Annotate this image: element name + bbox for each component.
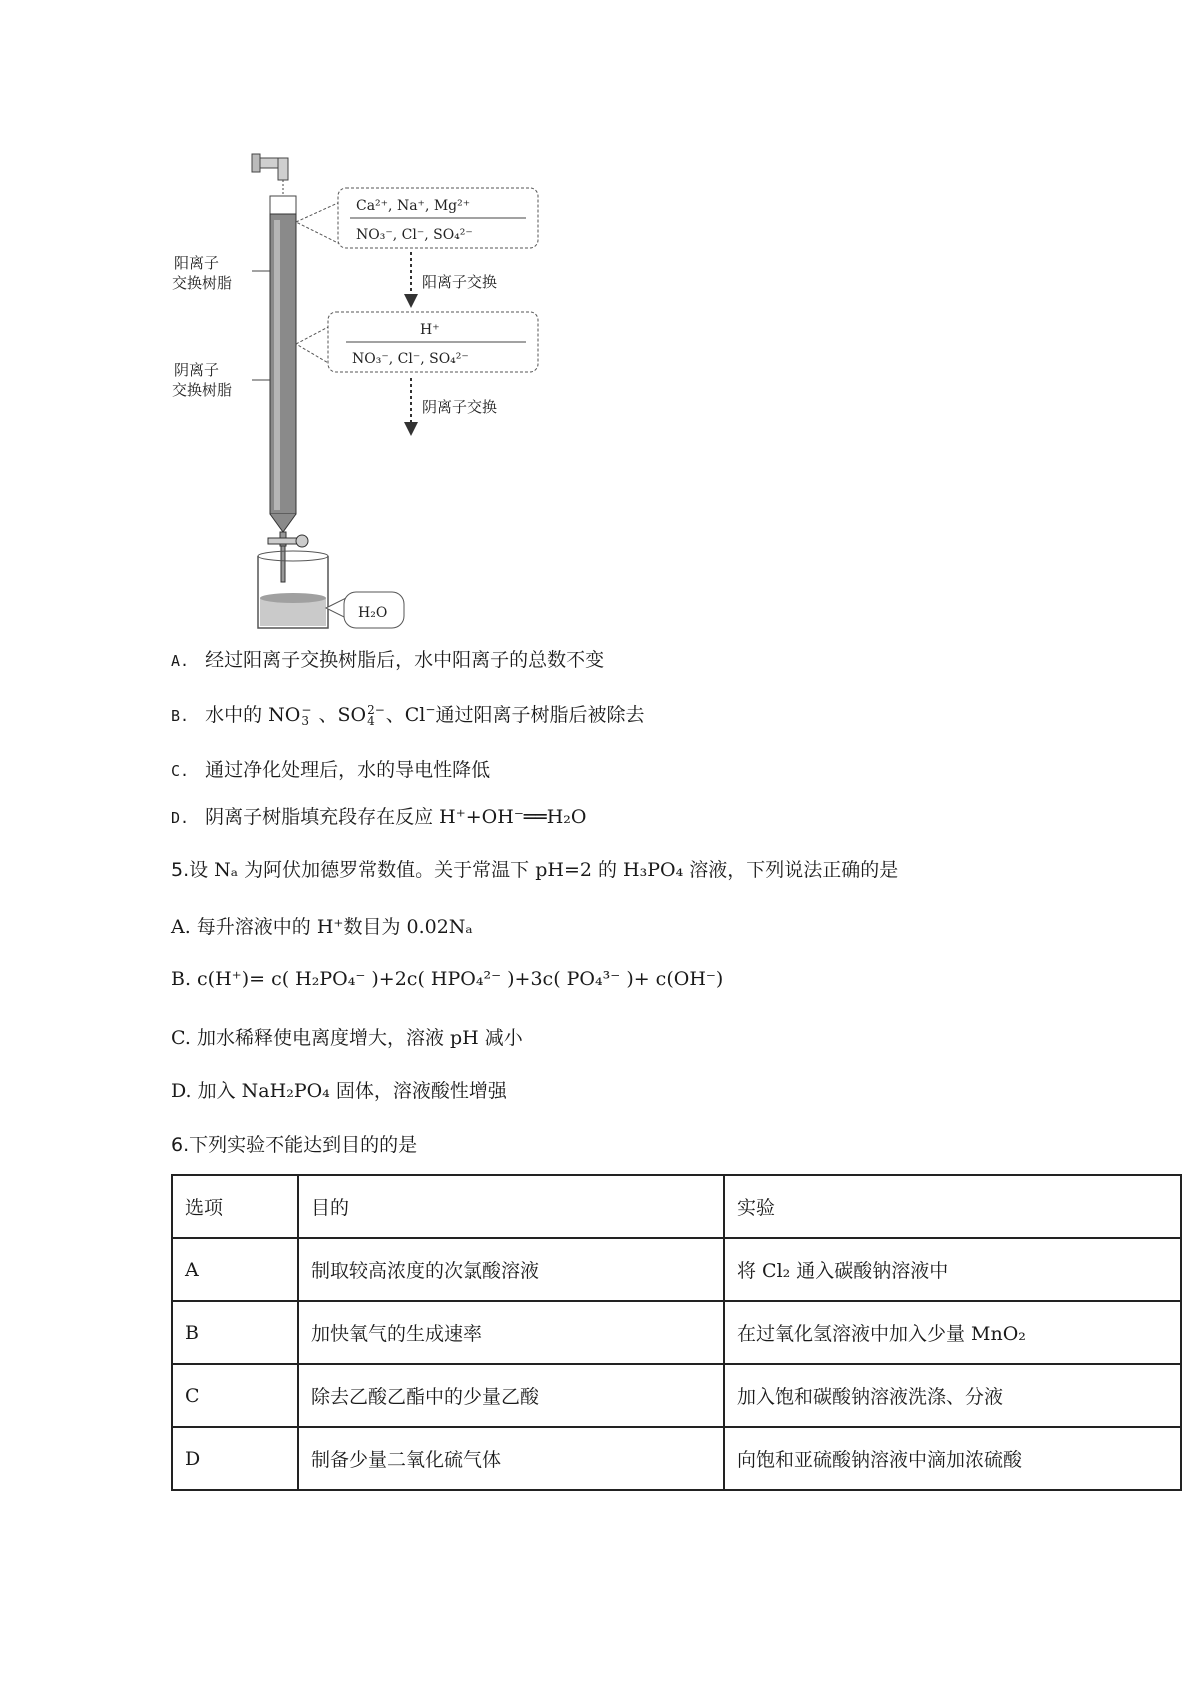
box2-cation: H⁺ [420, 322, 440, 338]
q5-stem: 5.设 Nₐ 为阿伏加德罗常数值。关于常温下 pH=2 的 H₃PO₄ 溶液，下列说法正确的是 [171, 859, 899, 881]
ion-exchange-figure [170, 140, 570, 630]
table-header-cell: 实验 [724, 1175, 1181, 1238]
q4-option-d: D. 阴离子树脂填充段存在反应 H⁺+OH⁻══H₂O [171, 806, 587, 828]
table-cell: 制备少量二氧化硫气体 [298, 1427, 724, 1490]
q5-option-d: D. 加入 NaH₂PO₄ 固体，溶液酸性增强 [171, 1080, 507, 1102]
q4-option-b: B. 水中的 NO − 3 、SO 2− 4 、Cl−通过阳离子树脂后被除去 [171, 702, 645, 728]
cation-exchange-label: 阳离子交换 [422, 273, 498, 291]
q5-option-a: A. 每升溶液中的 H⁺数目为 0.02Nₐ [171, 916, 473, 938]
stopcock-icon [268, 538, 298, 544]
table-row [172, 1301, 1181, 1364]
table-cell: 在过氧化氢溶液中加入少量 MnO₂ [724, 1301, 1181, 1364]
h2o-label: H₂O [358, 605, 388, 621]
table-cell: A [172, 1238, 298, 1301]
table-cell: 除去乙酸乙酯中的少量乙酸 [298, 1364, 724, 1427]
box1-anions: NO₃⁻, Cl⁻, SO₄²⁻ [356, 227, 473, 243]
table-row [172, 1238, 1181, 1301]
arrow-down-icon-2 [404, 422, 418, 436]
table-cell: 向饱和亚硫酸钠溶液中滴加浓硫酸 [724, 1427, 1181, 1490]
table-header-row [172, 1175, 1181, 1238]
q4-option-a: A. 经过阳离子交换树脂后，水中阳离子的总数不变 [171, 649, 605, 671]
q4-option-c: C. 通过净化处理后，水的导电性降低 [171, 759, 491, 781]
table-cell: 制取较高浓度的次氯酸溶液 [298, 1238, 724, 1301]
q6-stem: 6.下列实验不能达到目的的是 [171, 1134, 418, 1156]
q5-option-c: C. 加水稀释使电离度增大，溶液 pH 减小 [171, 1027, 523, 1049]
table-cell: D [172, 1427, 298, 1490]
anion-resin-label-1: 阴离子 [174, 361, 220, 379]
experiment-table [171, 1174, 1182, 1491]
table-row [172, 1364, 1181, 1427]
box1-cations: Ca²⁺, Na⁺, Mg²⁺ [356, 198, 471, 214]
anion-resin-label-2: 交换树脂 [172, 381, 233, 399]
table-cell: 加入饱和碳酸钠溶液洗涤、分液 [724, 1364, 1181, 1427]
table-cell: 将 Cl₂ 通入碳酸钠溶液中 [724, 1238, 1181, 1301]
ion-exchange-diagram [170, 140, 570, 630]
table-header-cell: 选项 [172, 1175, 298, 1238]
box2-anions: NO₃⁻, Cl⁻, SO₄²⁻ [352, 351, 469, 367]
cation-resin-label-2: 交换树脂 [172, 274, 233, 292]
column-top [270, 196, 296, 214]
resin-column [270, 214, 296, 514]
table-row [172, 1427, 1181, 1490]
cation-resin-label-1: 阳离子 [174, 254, 220, 272]
q5-option-b: B. c(H⁺)= c( H₂PO₄⁻ )+2c( HPO₄²⁻ )+3c( PO₄³⁻ )+ c(OH⁻) [171, 968, 724, 990]
anion-exchange-label: 阴离子交换 [422, 398, 498, 416]
table-cell: 加快氧气的生成速率 [298, 1301, 724, 1364]
table-header-cell: 目的 [298, 1175, 724, 1238]
arrow-down-icon [404, 294, 418, 308]
table-cell: C [172, 1364, 298, 1427]
table-cell: B [172, 1301, 298, 1364]
